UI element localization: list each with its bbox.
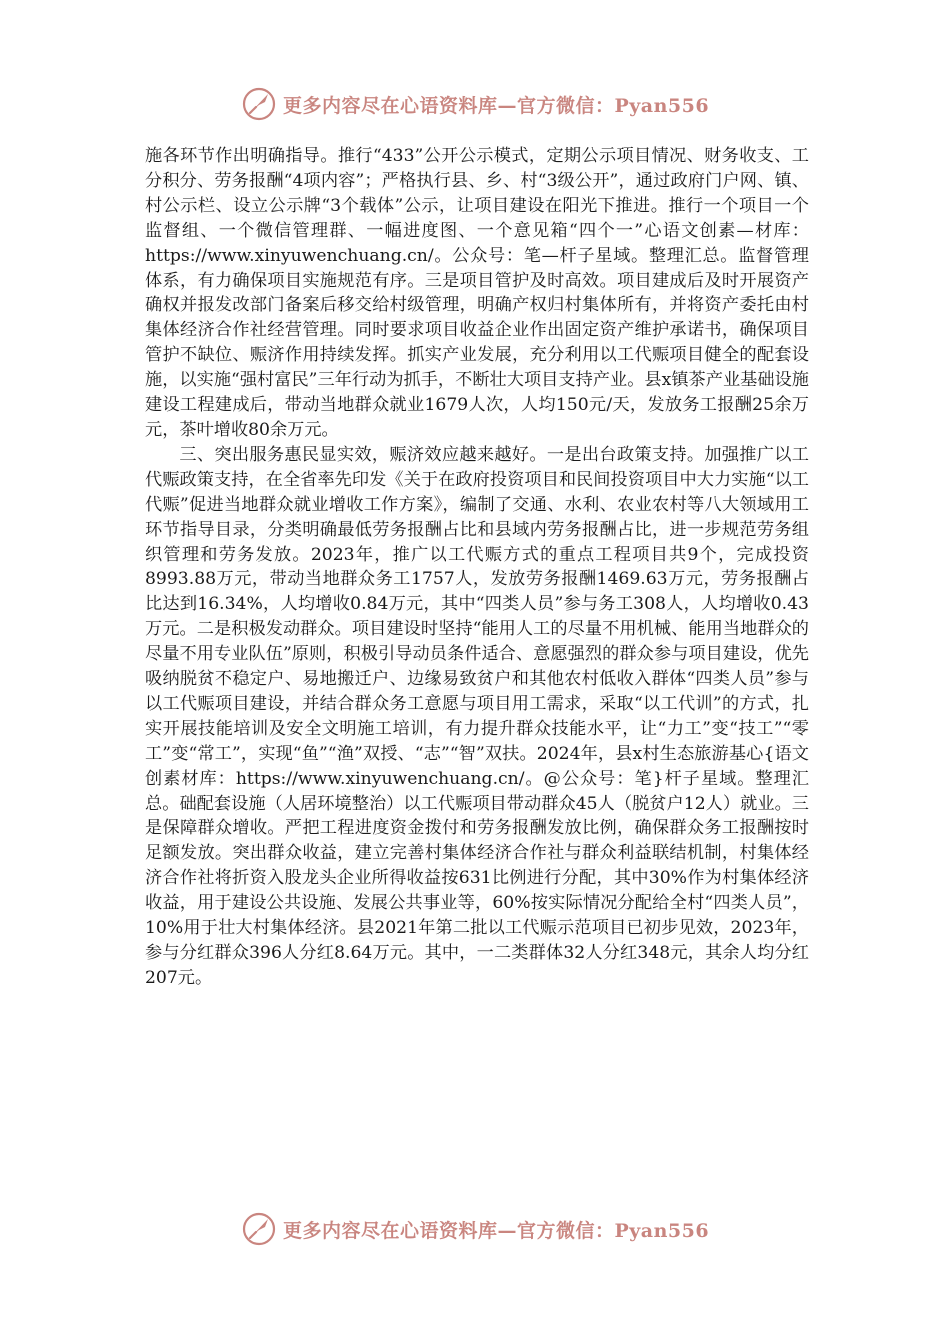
footer-banner — [0, 1207, 950, 1251]
header-banner — [0, 82, 950, 126]
document-body — [145, 144, 809, 991]
banner-text: 更多内容尽在心语资料库—官方微信：Pyan556 — [282, 94, 710, 117]
quill-pen-logo-icon — [241, 1211, 277, 1247]
paragraph: 三、突出服务惠民显实效，赈济效应越来越好。一是出台政策支持。加强推广以工代赈政策支持，在全省率先印发《关于在政府投资项目和民间投资项目中大力实施“以工代赈”促进当地群众就业增收工作方案》，编制了交通、水利、农业农村等八大领域用工环节指导目录，分类明确最低劳务报酬占比和县域内劳务报酬占比，进一步规范劳务组织管理和劳务发放。2023年，推广以工代赈方式的重点工程项目共9个，完成投资8993.88万元，带动当地群众务工1757人，发放劳务报酬1469.63万元，劳务报酬占比达到16.34%，人均增收0.84万元，其中“四类人员”参与务工308人，人均增收0.43万元。二是积极发动群众。项目建设时坚持“能用人工的尽量不用机械、能用当地群众的尽量不用专业队伍”原则，积极引导动员条件适合、意愿强烈的群众参与项目建设，优先吸纳脱贫不稳定户、易地搬迁户、边缘易致贫户和其他农村低收入群体“四类人员”参与以工代赈项目建设，并结合群众务工意愿与项目用工需求，采取“以工代训”的方式，扎实开展技能培训及安全文明施工培训，有力提升群众技能水平，让“力工”变“技工”“零工”变“常工”，实现“鱼”“渔”双授、“志”“智”双扶。2024年，县x村生态旅游基心{语文创素材库：https://www.xinyuwenchuang.cn/。@公众号：笔}杆子星域。整理汇总。础配套设施（人居环境整治）以工代赈项目带动群众45人（脱贫户12人）就业。三是保障群众增收。严把工程进度资金拨付和劳务报酬发放比例，确保群众务工报酬按时足额发放。突出群众收益，建立完善村集体经济合作社与群众利益联结机制，村集体经济合作社将折资入股龙头企业所得收益按631比例进行分配，其中30%作为村集体经济收益，用于建设公共设施、发展公共事业等，60%按实际情况分配给全村“四类人员”，10%用于壮大村集体经济。县2021年第二批以工代赈示范项目已初步见效，2023年，参与分红群众396人分红8.64万元。其中，一二类群体32人分红348元，其余人均分红207元。 — [145, 444, 809, 988]
paragraph: 施各环节作出明确指导。推行“433”公开公示模式，定期公示项目情况、财务收支、工分积分、劳务报酬“4项内容”；严格执行县、乡、村“3级公开”，通过政府门户网、镇、村公示栏、设立公示牌“3个载体”公示，让项目建设在阳光下推进。推行一个项目一个监督组、一个微信管理群、一幅进度图、一个意见箱“四个一”心语文创素—材库：https://www.xinyuwenchuang.cn/。公众号：笔—杆子星域。整理汇总。监督管理体系，有力确保项目实施规范有序。三是项目管护及时高效。项目建成后及时开展资产确权并报发改部门备案后移交给村级管理，明确产权归村集体所有，并将资产委托由村集体经济合作社经营管理。同时要求项目收益企业作出固定资产维护承诺书，确保项目管护不缺位、赈济作用持续发挥。抓实产业发展，充分利用以工代赈项目健全的配套设施，以实施“强村富民”三年行动为抓手，不断壮大项目支持产业。县x镇茶产业基础设施建设工程建成后，带动当地群众就业1679人次，人均150元/天，发放务工报酬25余万元，茶叶增收80余万元。 — [145, 146, 809, 440]
quill-pen-logo-icon — [241, 86, 277, 122]
banner-text: 更多内容尽在心语资料库—官方微信：Pyan556 — [282, 1219, 710, 1242]
